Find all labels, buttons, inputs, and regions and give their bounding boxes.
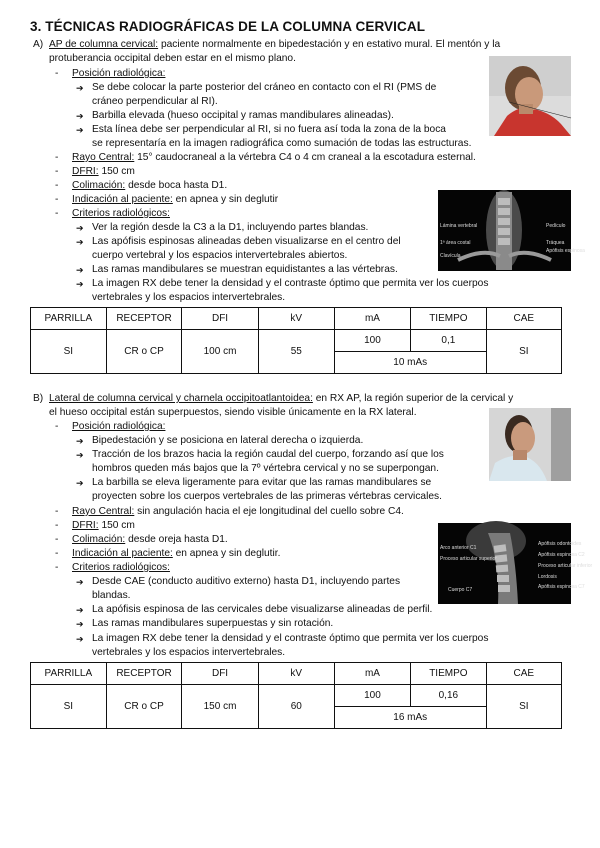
table-a-header: mA [334,308,410,330]
section-a-crit4b: vertebrales y los espacios intervertebrales. [92,292,286,303]
section-b-intro1: en RX AP, la región superior de la cervical y [312,393,514,404]
table-a-parrilla: SI [31,330,107,374]
section-a-heading: AP de columna cervical: [49,39,159,50]
xray-b-label-6: Lordosis [538,574,557,580]
table-b-receptor: CR o CP [106,685,182,729]
xray-a-label-5: Apófisis espinosa [546,248,585,254]
section-b-rayo-value: sin angulación hacia el eje longitudinal del cuello sobre C4. [134,506,404,517]
xray-image-lateral [438,523,593,604]
xray-a-label-0: Lámina vertebral [440,223,478,229]
table-a-header-row [31,308,562,330]
table-b-dfi: 150 cm [182,685,258,729]
section-b-colim-value: desde oreja hasta D1. [125,534,228,545]
section-a-intro-line1 [49,38,500,52]
table-a-receptor: CR o CP [106,330,182,374]
table-b-header: PARRILLA [31,663,107,685]
section-b-dfri-value: 150 cm [98,520,135,531]
table-a-header: RECEPTOR [106,308,182,330]
table-b-header: DFI [182,663,258,685]
section-a-colim [72,179,227,193]
section-a-ind-value: en apnea y sin deglutir [172,194,279,205]
section-a-crit2a: ➔ Las apófisis espinosas alineadas deben visualizarse en el centro del [92,235,401,249]
table-a-kv: 55 [258,330,334,374]
section-b-letter: B) [33,393,44,404]
xray-a-label-1: 1ª área costal [440,240,471,246]
section-a-intro-line2: protuberancia occipital deben estar en el mismo plano. [49,53,296,64]
section-b-ind-label: Indicación al paciente: [72,548,173,559]
table-a-header: CAE [486,308,561,330]
section-a-intro1: paciente normalmente en bipedestación y en estativo mural. El mentón y la [158,39,501,50]
table-b-mas: 16 mAs [334,707,486,729]
section-a-pos1b: cráneo perpendicular al RI). [92,96,218,107]
section-b-intro-line1 [49,392,513,406]
table-b-ma: 100 [334,685,410,707]
table-b-header: mA [334,663,410,685]
xray-a-label-2: Clavícula [440,253,461,259]
section-b-ind-value: en apnea y sin deglutir. [172,548,281,559]
section-b-rayo-label: Rayo Central: [72,506,135,517]
section-a-dfri-label: DFRI: [72,166,99,177]
section-a-colim-value: desde boca hasta D1. [125,180,228,191]
section-a-posicion-label: - Posición radiológica: [72,67,165,81]
section-b-dfri-label: DFRI: [72,520,99,531]
section-a-colim-label: Colimación: [72,180,126,191]
section-a-pos2: ➔ Barbilla elevada (hueso occipital y ramas mandibulares alineadas). [92,109,394,123]
section-b-pos2a: ➔ Tracción de los brazos hacia la región caudal del cuerpo, forzando así que los [92,448,444,462]
section-a-pos1a: ➔ Se debe colocar la parte posterior del cráneo en contacto con el RI (PMS de [92,81,436,95]
table-b-header: kV [258,663,334,685]
table-b-header: RECEPTOR [106,663,182,685]
section-b-rayo [72,505,404,519]
section-b-crit3: ➔ Las ramas mandibulares superpuestas y sin rotación. [92,617,333,631]
table-a [30,307,562,374]
patient-photo-ap [489,56,571,136]
section-b-criterios-label: - Criterios radiológicos: [72,561,170,575]
table-b-parrilla: SI [31,685,107,729]
xray-b-label-1: Proceso articular superior [440,556,497,562]
xray-b-label-4: Apófisis espinosa C2 [538,552,585,558]
section-b-crit1a: ➔ Desde CAE (conducto auditivo externo) hasta D1, incluyendo partes [92,575,400,589]
xray-b-label-0: Arco anterior C1 [440,545,477,551]
section-b-indicacion [72,547,280,561]
xray-b-label-7: Apófisis espinosa C7 [538,584,585,590]
section-b-crit1b: blandas. [92,590,131,601]
section-a-pos3b: se representaría en la imagen radiográfica como sumación de todas las estructuras. [92,138,472,149]
section-b-pos3b: proyecten sobre los cuerpos vertebrales de las primeras vértebras cervicales. [92,491,442,502]
section-b-colim-label: Colimación: [72,534,126,545]
section-b-posicion-label: - Posición radiológica: [72,420,165,434]
section-a-dfri-value: 150 cm [98,166,135,177]
section-a-rayo-value: 15° caudocraneal a la vértebra C4 o 4 cm craneal a la escotadura esternal. [134,152,476,163]
xray-b-label-5: Proceso articular inferior [538,563,593,569]
section-b-intro-line2: el hueso occipital están superpuestos, siendo visible únicamente en la RX lateral. [49,407,417,418]
section-b-heading: Lateral de columna cervical y charnela occipitoatlantoidea: [49,393,313,404]
table-a-cae: SI [486,330,561,374]
section-a-crit4a: ➔ La imagen RX debe tener la densidad y el contraste óptimo que permita ver los cuerpos [92,277,488,291]
page-title: 3. TÉCNICAS RADIOGRÁFICAS DE LA COLUMNA CERVICAL [30,19,426,34]
table-a-header: PARRILLA [31,308,107,330]
xray-image-ap [438,190,585,271]
table-b-header: CAE [486,663,561,685]
table-b-header-row [31,663,562,685]
section-b-crit2: ➔ La apófisis espinosa de las cervicales debe visualizarse alineadas de perfil. [92,603,432,617]
section-a-indicacion [72,193,278,207]
section-b-crit4a: ➔ La imagen RX debe tener la densidad y el contraste óptimo que permita ver los cuerpos [92,632,488,646]
table-a-header: kV [258,308,334,330]
table-a-dfi: 100 cm [182,330,258,374]
table-a-mas: 10 mAs [334,352,486,374]
section-b-crit4b: vertebrales y los espacios intervertebrales. [92,647,286,658]
section-a-rayo-label: Rayo Central: [72,152,135,163]
section-a-pos3a: ➔ Esta línea debe ser perpendicular al RI, si no fuera así toda la zona de la boca [92,123,446,137]
table-b [30,662,562,729]
xray-b-label-3: Apófisis odontoides [538,541,582,547]
xray-a-label-4: Tráquea [546,240,565,246]
table-a-header: TIEMPO [411,308,487,330]
section-a-letter: A) [33,39,44,50]
section-a-crit3: ➔ Las ramas mandibulares se muestran equidistantes a las vértebras. [92,263,398,277]
table-b-row [31,685,562,707]
section-b-pos1: ➔ Bipedestación y se posiciona en lateral derecha o izquierda. [92,434,363,448]
section-a-rayo [72,151,476,165]
section-a-crit2b: cuerpo vertebral y los espacios intervertebrales abiertos. [92,250,348,261]
table-b-cae: SI [486,685,561,729]
table-a-ma: 100 [334,330,410,352]
patient-photo-lateral [489,408,571,481]
table-b-kv: 60 [258,685,334,729]
table-b-header: TIEMPO [411,663,487,685]
table-a-tiempo: 0,1 [411,330,487,352]
table-b-tiempo: 0,16 [411,685,487,707]
xray-b-label-2: Cuerpo C7 [448,587,473,593]
table-a-row [31,330,562,352]
section-b-colim [72,533,228,547]
section-a-crit1: ➔ Ver la región desde la C3 a la D1, incluyendo partes blandas. [92,221,368,235]
section-a-dfri [72,165,135,179]
xray-a-label-3: Pedículo [546,223,566,229]
section-b-pos2b: hombros queden más bajos que la 7º vértebra cervical y no se superpongan. [92,463,439,474]
section-b-dfri [72,519,135,533]
table-a-header: DFI [182,308,258,330]
section-a-criterios-label: - Criterios radiológicos: [72,207,170,221]
section-b-pos3a: ➔ La barbilla se eleva ligeramente para evitar que las ramas mandibulares se [92,476,431,490]
section-a-ind-label: Indicación al paciente: [72,194,173,205]
